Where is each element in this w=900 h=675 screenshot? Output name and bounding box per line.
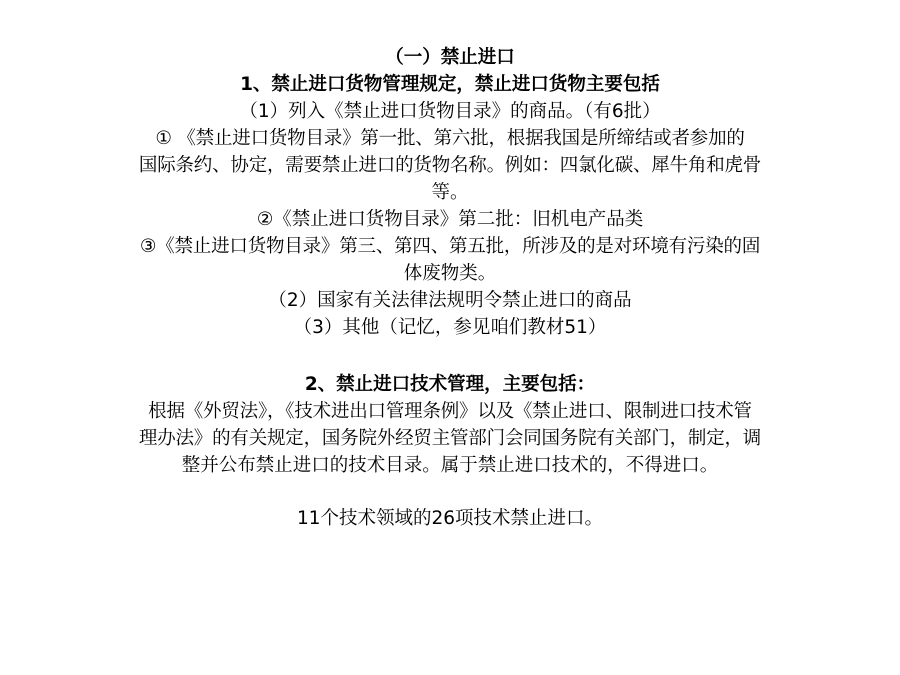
summary-text: 11个技术领域的26项技术禁止进口。 xyxy=(296,508,604,529)
catalog-note-3-line-2: 体废物类。 xyxy=(403,263,497,284)
section-summary xyxy=(55,505,845,532)
goods-subheading: 1、禁止进口货物管理规定，禁止进口货物主要包括 xyxy=(240,74,660,95)
catalog-note-1-line-1: ① 《禁止进口货物目录》第一批、第六批，根据我国是所缔结或者参加的 xyxy=(155,128,745,149)
section-prohibited-goods xyxy=(55,44,845,341)
catalog-note-1-line-2: 国际条约、协定，需要禁止进口的货物名称。例如：四氯化碳、犀牛角和虎骨 xyxy=(138,155,762,176)
list-item-other: （3）其他（记忆，参见咱们教材51） xyxy=(293,317,607,338)
section-heading: （一）禁止进口 xyxy=(385,47,515,68)
catalog-note-1-line-3: 等。 xyxy=(431,182,469,203)
catalog-note-2: ②《禁止进口货物目录》第二批：旧机电产品类 xyxy=(256,209,644,230)
technology-paragraph-line-3: 整并公布禁止进口的技术目录。属于禁止进口技术的，不得进口。 xyxy=(181,455,719,476)
list-item-catalog: （1）列入《禁止进口货物目录》的商品。（有6批） xyxy=(239,101,661,122)
technology-subheading: 2、禁止进口技术管理，主要包括： xyxy=(304,374,596,395)
list-item-laws: （2）国家有关法律法规明令禁止进口的商品 xyxy=(268,290,632,311)
technology-paragraph-line-2: 理办法》的有关规定，国务院外经贸主管部门会同国务院有关部门，制定，调 xyxy=(138,428,762,449)
section-prohibited-technology xyxy=(55,371,845,479)
technology-paragraph-line-1: 根据《外贸法》，《技术进出口管理条例》以及《禁止进口、限制进口技术管 xyxy=(148,401,752,422)
catalog-note-3-line-1: ③《禁止进口货物目录》第三、第四、第五批，所涉及的是对环境有污染的固 xyxy=(139,236,761,257)
